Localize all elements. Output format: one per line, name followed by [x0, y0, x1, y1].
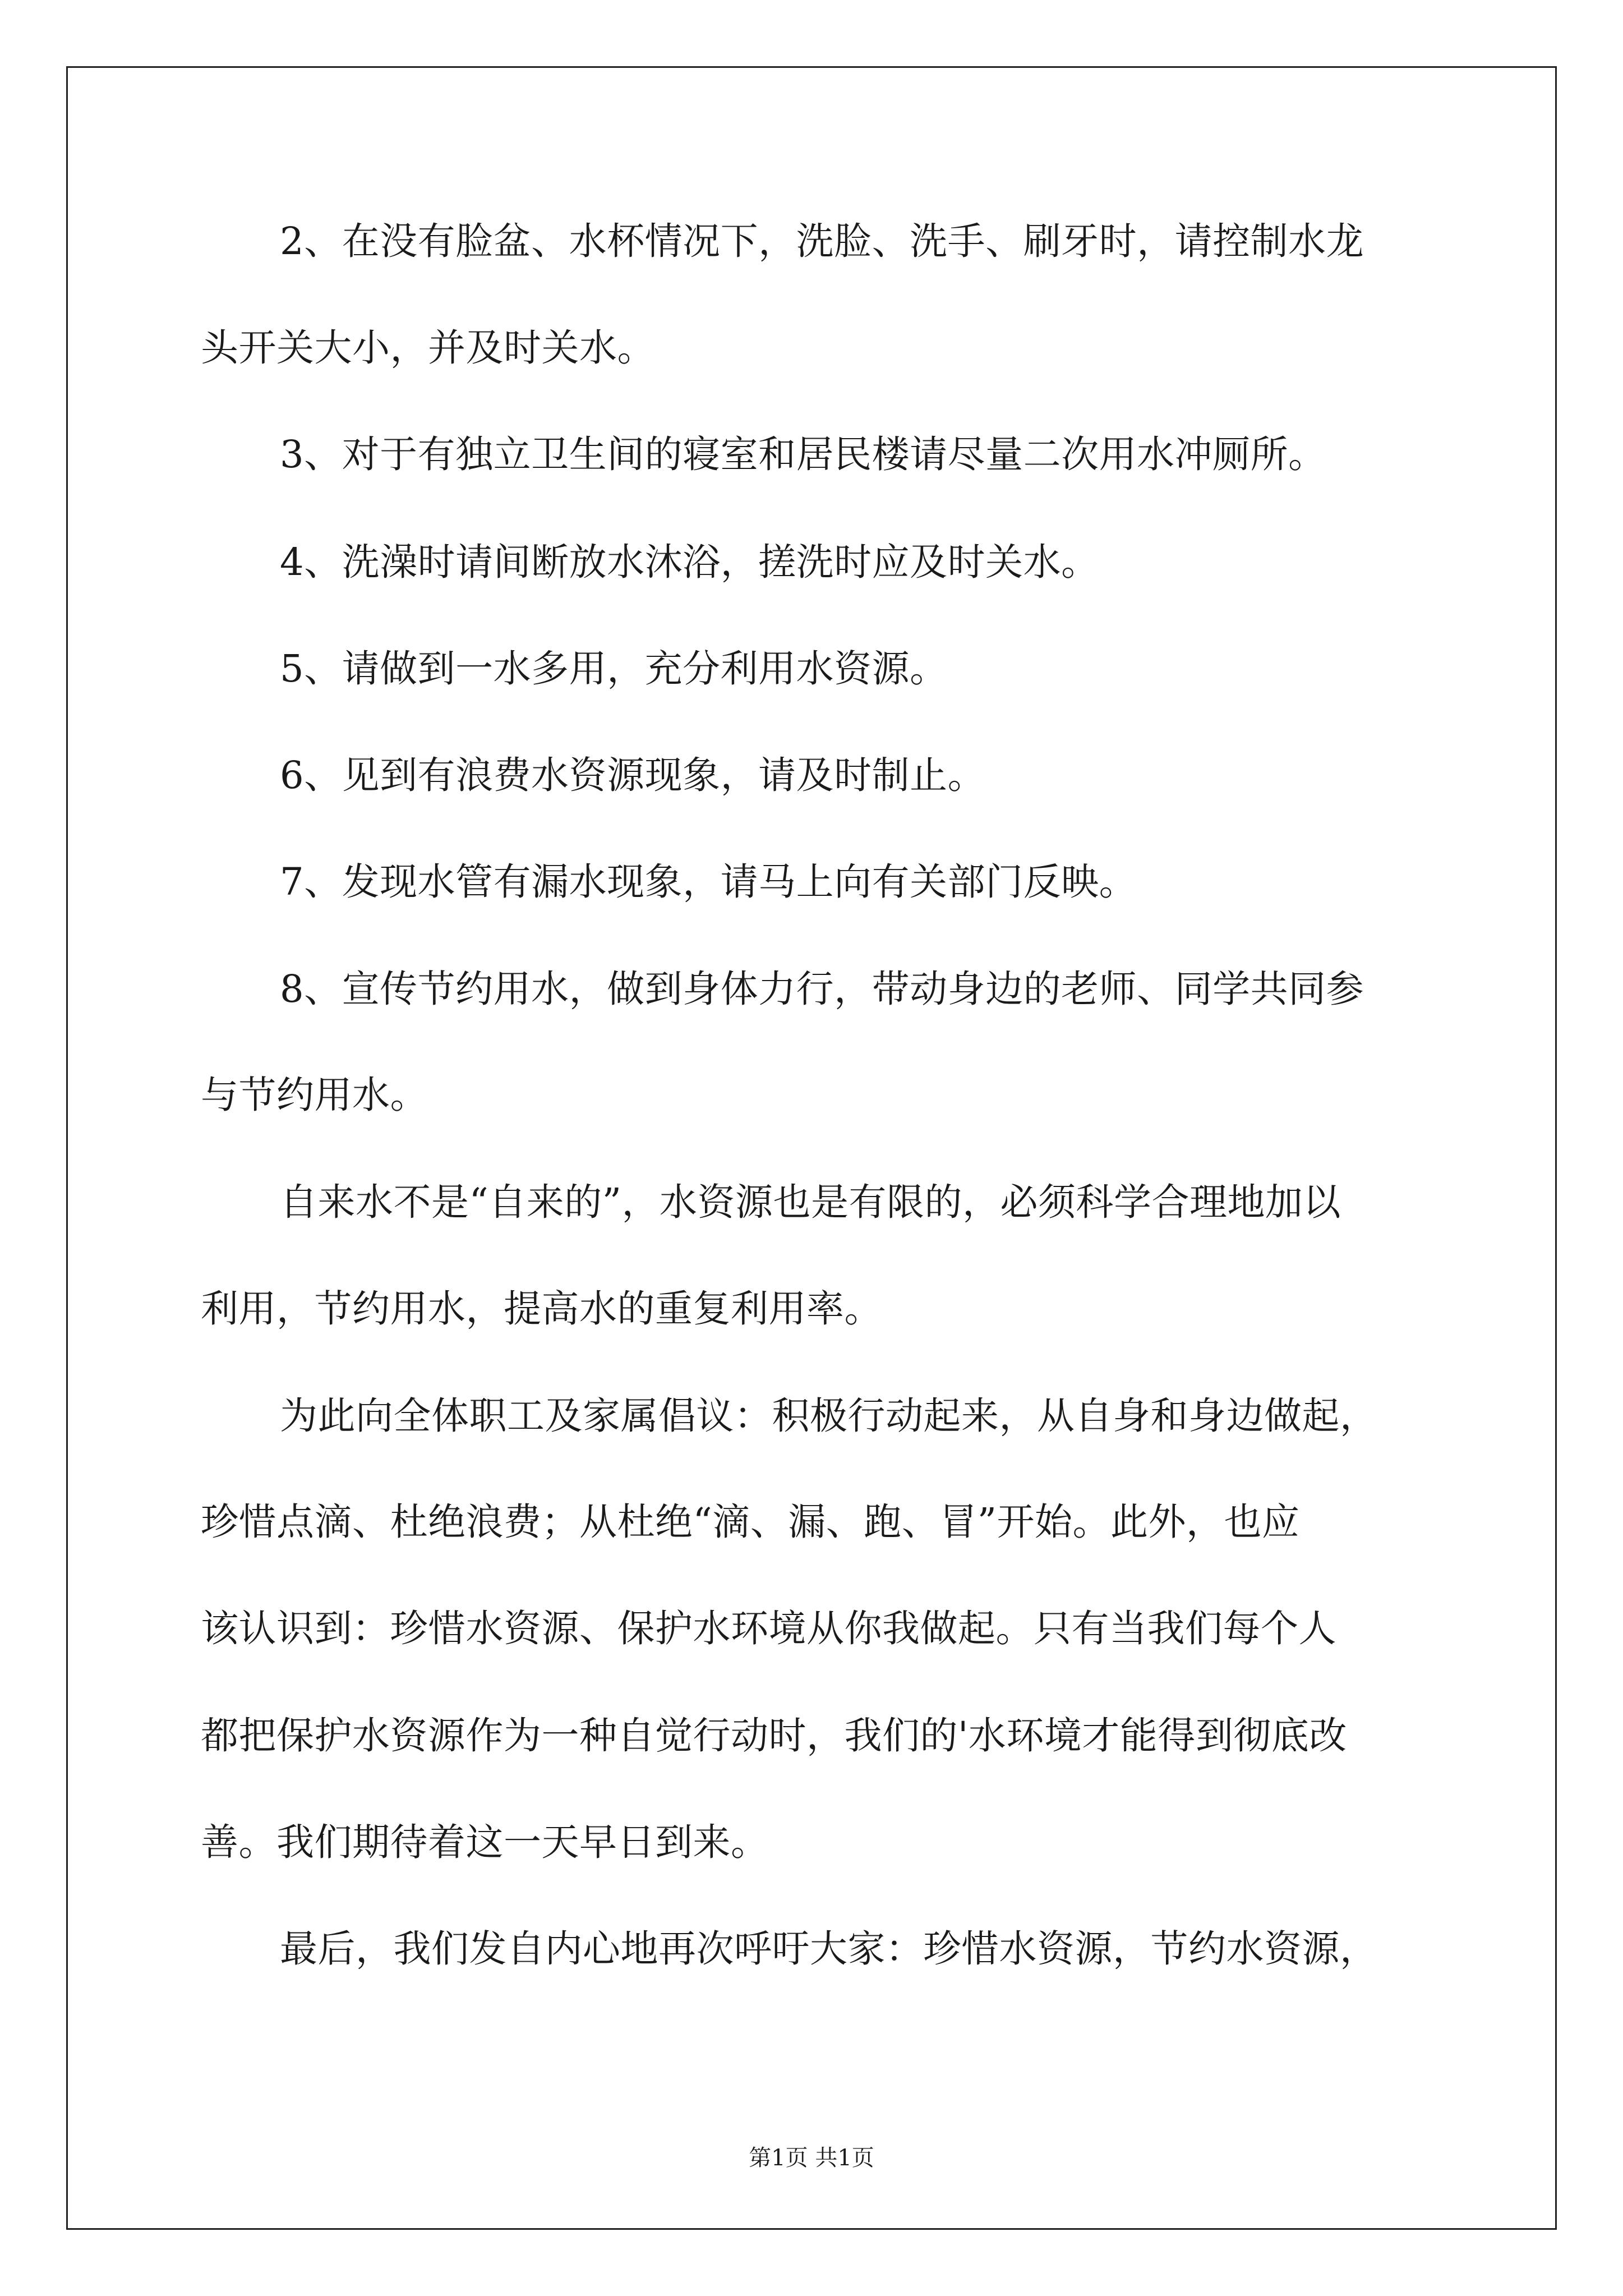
paragraph-line: 8、宣传节约用水，做到身体力行，带动身边的老师、同学共同参: [280, 967, 1364, 1011]
paragraph-line: 善。我们期待着这一天早日到来。: [201, 1820, 769, 1864]
paragraph-line: 珍惜点滴、杜绝浪费；从杜绝“滴、漏、跑、冒”开始。此外，也应: [201, 1500, 1300, 1544]
paragraph-line: 头开关大小，并及时关水。: [201, 326, 655, 370]
paragraph-line: 都把保护水资源作为一种自觉行动时，我们的'水环境才能得到彻底改: [201, 1714, 1347, 1757]
paragraph-line: 5、请做到一水多用，充分利用水资源。: [280, 647, 948, 691]
paragraph-line: 4、洗澡时请间断放水沐浴，搓洗时应及时关水。: [280, 540, 1099, 584]
paragraph-line: 利用，节约用水，提高水的重复利用率。: [201, 1287, 882, 1331]
page-border: [66, 66, 1557, 2230]
paragraph-line: 7、发现水管有漏水现象，请马上向有关部门反映。: [280, 860, 1137, 904]
paragraph-line: 最后，我们发自内心地再次呼吁大家：珍惜水资源，节约水资源，: [280, 1927, 1378, 1971]
page-number-footer: 第1页 共1页: [749, 2145, 874, 2171]
paragraph-line: 为此向全体职工及家属倡议：积极行动起来，从自身和身边做起，: [280, 1394, 1378, 1438]
paragraph-line: 该认识到：珍惜水资源、保护水环境从你我做起。只有当我们每个人: [201, 1607, 1336, 1650]
paragraph-line: 2、在没有脸盆、水杯情况下，洗脸、洗手、刷牙时，请控制水龙: [280, 219, 1364, 263]
paragraph-line: 自来水不是“自来的”，水资源也是有限的，必须科学合理地加以: [280, 1180, 1341, 1224]
paragraph-line: 与节约用水。: [201, 1073, 428, 1117]
paragraph-line: 6、见到有浪费水资源现象，请及时制止。: [280, 753, 986, 797]
paragraph-line: 3、对于有独立卫生间的寝室和居民楼请尽量二次用水冲厕所。: [280, 432, 1326, 476]
